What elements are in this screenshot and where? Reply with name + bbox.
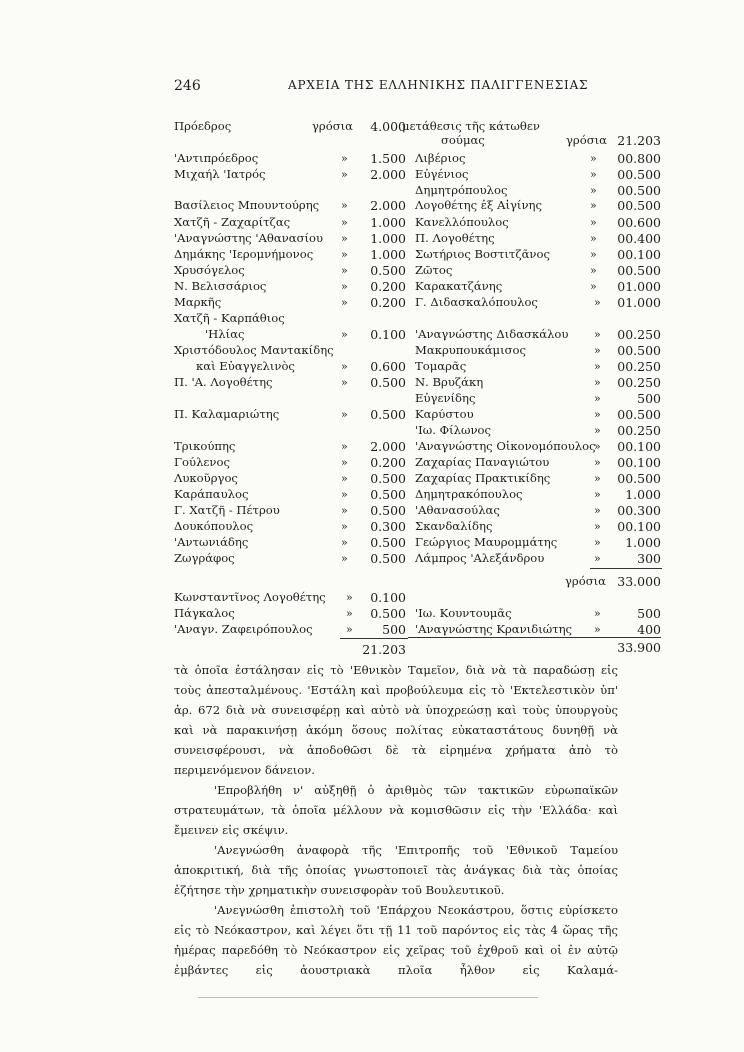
left-unit: γρόσια — [312, 119, 354, 133]
left-amount: 1.000 — [370, 247, 406, 262]
right-unit: γρόσια — [565, 574, 607, 588]
left-amount: 0.600 — [370, 359, 406, 374]
right-name: Π. Λογοθέτης — [415, 231, 495, 245]
right-amount: 00.500 — [617, 407, 661, 422]
right-ditto-mark: » — [594, 520, 601, 533]
left-ditto-mark: » — [341, 488, 348, 501]
right-ditto-mark: » — [594, 536, 601, 549]
right-amount: 00.500 — [617, 167, 661, 182]
left-ditto-mark: » — [341, 216, 348, 229]
right-amount: 1.000 — [625, 535, 661, 550]
paragraph: 'Ανεγνώσθη ἐπιστολὴ τοῦ 'Επάρχου Νεοκάστρου, ὅστις εὑρίσκετο εἰς τὸ Νεόκαστρον, καὶ λέγει ὅτι τῇ 11 τοῦ παρόντος εἰς τὰς 4 ὥρας τῆς ἡμέρας παρεδόθη τὸ Νεόκαστρον εἰς χεῖρας τοῦ ἐχθροῦ καὶ οἱ ἐν αὐτῷ ἐμβάντες εἰς ἀουστριακὰ πλοῖα ἦλθον εἰς Καλαμά- — [174, 903, 618, 977]
right-name: Καρακατζάνης — [415, 279, 503, 293]
right-name: Δημητρόπουλος — [415, 183, 508, 197]
right-amount: 33.000 — [617, 574, 661, 589]
right-name: 'Ιω. Φίλωνος — [415, 423, 491, 437]
left-ditto-mark: » — [346, 607, 353, 620]
paragraph: 'Ανεγνώσθη ἀναφορὰ τῆς 'Επιτροπῆς τοῦ 'Εθνικοῦ Ταμείου ἀποκριτική, διὰ τῆς ὁποίας γνωστοποιεῖ τὰς ἀνάγκας διὰ τὰς ὁποίας ἐζήτησε τὴν χρηματικὴν συνεισφορὰν τοῦ Βουλευτικοῦ. — [174, 843, 618, 897]
running-title: ΑΡΧΕΙΑ ΤΗΣ ΕΛΛΗΝΙΚΗΣ ΠΑΛΙΓΓΕΝΕΣΙΑΣ — [288, 78, 589, 92]
paragraph: τὰ ὁποῖα ἐστάλησαν εἰς τὸ 'Εθνικὸν Ταμεῖον, διὰ νὰ τὰ παραδώσῃ εἰς τοὺς ἀπεσταλμένους. 'Εστάλη καὶ προβούλευμα εἰς τὸ 'Εκτελεστικὸν ὑπ' ἀρ. 672 διὰ νὰ συνεισφέρῃ καὶ αὐτὸ νὰ ὑποχρεώσῃ καὶ τοὺς ὑπουργοὺς καὶ νὰ παρακινήσῃ ἀκόμη ὅσους πολίτας εὐκαταστάτους δυνηθῇ νὰ συνεισφέρουσι, νὰ ἀποδοθῶσι δὲ τὰ εἰρημένα χρήματα ἀπὸ τὸ περιμενόμενον δάνειον. — [174, 663, 618, 777]
left-ditto-mark: » — [341, 376, 348, 389]
right-ditto-mark: » — [594, 472, 601, 485]
left-amount: 0.500 — [370, 375, 406, 390]
right-ditto-mark: » — [594, 296, 601, 309]
left-amount: 0.500 — [370, 503, 406, 518]
right-total: 33.900 — [617, 640, 661, 655]
left-total: 21.203 — [362, 642, 406, 657]
left-ditto-mark: » — [341, 552, 348, 565]
right-name: 'Αναγνώστης Κρανιδιώτης — [415, 622, 573, 636]
right-amount: 00.600 — [617, 215, 661, 230]
right-name: 'Ιω. Κουντουμᾶς — [415, 606, 512, 620]
left-amount: 0.500 — [370, 407, 406, 422]
left-amount: 0.200 — [370, 295, 406, 310]
right-ditto-mark: » — [594, 376, 601, 389]
right-amount: 400 — [637, 622, 661, 637]
left-ditto-mark: » — [341, 536, 348, 549]
right-amount: 00.100 — [617, 439, 661, 454]
left-name: Χατζῆ - Καρπάθιος — [174, 311, 285, 325]
left-name: Βασίλειος Μπουντούρης — [174, 198, 320, 212]
left-amount: 1.500 — [370, 151, 406, 166]
right-name: σούμας — [441, 133, 485, 147]
left-ditto-mark: » — [341, 440, 348, 453]
left-amount: 0.500 — [370, 487, 406, 502]
left-amount: 4.000 — [370, 119, 406, 134]
left-ditto-mark: » — [341, 199, 348, 212]
right-amount: 00.800 — [617, 151, 661, 166]
left-ditto-mark: » — [341, 248, 348, 261]
left-amount: 2.000 — [370, 167, 406, 182]
left-name: 'Αναγν. Ζαφειρόπουλος — [174, 622, 313, 636]
right-amount: 21.203 — [617, 133, 661, 148]
right-amount: 01.000 — [617, 279, 661, 294]
left-name: Πάγκαλος — [174, 606, 235, 620]
right-amount: 00.500 — [617, 471, 661, 486]
left-name: καὶ Εὐαγγελινὸς — [196, 359, 295, 373]
left-name: Ν. Βελισσάριος — [174, 279, 267, 293]
left-amount: 0.100 — [370, 590, 406, 605]
right-amount: 300 — [637, 551, 661, 566]
right-amount: 00.250 — [617, 375, 661, 390]
right-amount: 00.250 — [617, 423, 661, 438]
right-name: Εὐγενίδης — [415, 391, 476, 405]
right-ditto-mark: » — [594, 607, 601, 620]
right-name: Τομαρᾶς — [415, 359, 467, 373]
right-ditto-mark: » — [590, 280, 597, 293]
right-amount: 500 — [637, 391, 661, 406]
right-ditto-mark: » — [590, 248, 597, 261]
left-name: Καράπαυλος — [174, 487, 249, 501]
right-ditto-mark: » — [590, 184, 597, 197]
left-ditto-mark: » — [346, 623, 353, 636]
right-ditto-mark: » — [590, 199, 597, 212]
left-ditto-mark: » — [341, 456, 348, 469]
left-ditto-mark: » — [341, 232, 348, 245]
left-amount: 0.300 — [370, 519, 406, 534]
right-name: Σωτήριος Βοστιτζᾶνος — [415, 247, 550, 261]
right-name: Γ. Διδασκαλόπουλος — [415, 295, 538, 309]
left-amount: 2.000 — [370, 198, 406, 213]
right-amount: 00.250 — [617, 359, 661, 374]
right-name: Κανελλόπουλος — [415, 215, 509, 229]
right-amount: 01.000 — [617, 295, 661, 310]
right-ditto-mark: » — [594, 440, 601, 453]
right-name: μετάθεσις τῆς κάτωθεν — [402, 119, 540, 133]
left-name: Χατζῆ - Ζαχαρίτζας — [174, 215, 291, 229]
left-ditto-mark: » — [341, 296, 348, 309]
right-ditto-mark: » — [590, 152, 597, 165]
right-name: 'Αναγνώστης Οἰκονομόπουλος — [415, 439, 596, 453]
right-amount: 00.500 — [617, 198, 661, 213]
right-ditto-mark: » — [594, 456, 601, 469]
left-ditto-mark: » — [341, 360, 348, 373]
left-name: Χριστόδουλος Μαντακίδης — [174, 343, 334, 357]
sum-rule — [590, 568, 662, 569]
right-name: Ζαχαρίας Πρακτικίδης — [415, 471, 551, 485]
right-ditto-mark: » — [594, 623, 601, 636]
left-name: Γούλενος — [174, 455, 230, 469]
body-text — [174, 660, 618, 980]
right-amount: 00.300 — [617, 503, 661, 518]
left-name: 'Αντιπρόεδρος — [174, 151, 259, 165]
right-ditto-mark: » — [590, 264, 597, 277]
left-amount: 0.500 — [370, 535, 406, 550]
left-amount: 2.000 — [370, 439, 406, 454]
right-ditto-mark: » — [594, 504, 601, 517]
right-name: Λογοθέτης ἐξ Αἰγίνης — [415, 198, 542, 212]
left-name: Τρικούπης — [174, 439, 236, 453]
left-name: Μιχαήλ 'Ιατρός — [174, 167, 266, 181]
sum-rule — [408, 637, 661, 638]
scan-smudge — [198, 997, 538, 998]
right-unit: γρόσια — [566, 133, 608, 147]
left-amount: 0.100 — [370, 327, 406, 342]
right-amount: 00.500 — [617, 343, 661, 358]
right-name: 'Αναγνώστης Διδασκάλου — [415, 327, 569, 341]
left-amount: 0.200 — [370, 279, 406, 294]
right-name: Δημητρακόπουλος — [415, 487, 523, 501]
left-ditto-mark: » — [341, 520, 348, 533]
left-amount: 0.500 — [370, 471, 406, 486]
right-ditto-mark: » — [594, 392, 601, 405]
right-name: Λάμπρος 'Αλεξάνδρου — [415, 551, 545, 565]
left-name: Δημάκης 'Ιερομνήμονος — [174, 247, 314, 261]
right-amount: 00.250 — [617, 327, 661, 342]
right-amount: 00.500 — [617, 183, 661, 198]
left-name: Κωνσταντῖνος Λογοθέτης — [174, 590, 326, 604]
right-name: Καρύστου — [415, 407, 474, 421]
left-name: 'Αντωνιάδης — [174, 535, 249, 549]
left-amount: 1.000 — [370, 215, 406, 230]
left-name: Λυκοῦργος — [174, 471, 238, 485]
left-amount: 0.500 — [370, 263, 406, 278]
right-amount: 500 — [637, 606, 661, 621]
left-name: 'Αναγνώστης 'Αθανασίου — [174, 231, 324, 245]
right-amount: 1.000 — [625, 487, 661, 502]
right-ditto-mark: » — [594, 408, 601, 421]
left-name: Π. 'Α. Λογοθέτης — [174, 375, 273, 389]
right-ditto-mark: » — [594, 344, 601, 357]
left-name: Π. Καλαμαριώτης — [174, 407, 280, 421]
right-amount: 00.100 — [617, 247, 661, 262]
right-amount: 00.400 — [617, 231, 661, 246]
page-number: 246 — [174, 78, 201, 94]
sum-rule — [340, 638, 408, 639]
left-name: Γ. Χατζῆ - Πέτρου — [174, 503, 280, 517]
right-name: Μακρυπουκάμισος — [415, 343, 527, 357]
left-ditto-mark: » — [341, 504, 348, 517]
left-ditto-mark: » — [341, 328, 348, 341]
right-amount: 00.100 — [617, 519, 661, 534]
paragraph: 'Επροβλήθη ν' αὐξηθῇ ὁ ἀριθμὸς τῶν τακτικῶν εὐρωπαϊκῶν στρατευμάτων, τὰ ὁποῖα μέλλουν νὰ κομισθῶσιν εἰς τὴν 'Ελλάδα· καὶ ἔμεινεν εἰς σκέψιν. — [174, 783, 618, 837]
right-ditto-mark: » — [590, 168, 597, 181]
left-ditto-mark: » — [341, 472, 348, 485]
right-ditto-mark: » — [594, 424, 601, 437]
left-name: Πρόεδρος — [174, 119, 232, 133]
left-ditto-mark: » — [341, 152, 348, 165]
left-amount: 0.500 — [370, 551, 406, 566]
left-amount: 0.200 — [370, 455, 406, 470]
left-name: Μαρκῆς — [174, 295, 222, 309]
right-name: Ζαχαρίας Παναγιώτου — [415, 455, 550, 469]
left-name: Ζωγράφος — [174, 551, 235, 565]
right-ditto-mark: » — [594, 360, 601, 373]
right-name: Ν. Βρυζάκη — [415, 375, 484, 389]
left-amount: 0.500 — [370, 606, 406, 621]
right-ditto-mark: » — [594, 488, 601, 501]
right-name: 'Αθανασούλας — [415, 503, 500, 517]
right-name: Γεώργιος Μαυρομμάτης — [415, 535, 558, 549]
right-name: Λιβέριος — [415, 151, 466, 165]
right-ditto-mark: » — [590, 216, 597, 229]
right-name: Ζῶτος — [415, 263, 453, 277]
left-ditto-mark: » — [341, 264, 348, 277]
left-ditto-mark: » — [346, 591, 353, 604]
left-name: Χρυσόγελος — [174, 263, 245, 277]
left-ditto-mark: » — [341, 280, 348, 293]
left-ditto-mark: » — [341, 168, 348, 181]
right-ditto-mark: » — [594, 328, 601, 341]
right-ditto-mark: » — [594, 552, 601, 565]
right-name: Σκανδαλίδης — [415, 519, 493, 533]
left-name: 'Ηλίας — [205, 327, 245, 341]
right-ditto-mark: » — [590, 232, 597, 245]
left-amount: 500 — [382, 622, 406, 637]
right-amount: 00.500 — [617, 263, 661, 278]
right-name: Εὐγένιος — [415, 167, 469, 181]
left-ditto-mark: » — [341, 408, 348, 421]
right-amount: 00.100 — [617, 455, 661, 470]
left-name: Δουκόπουλος — [174, 519, 254, 533]
left-amount: 1.000 — [370, 231, 406, 246]
